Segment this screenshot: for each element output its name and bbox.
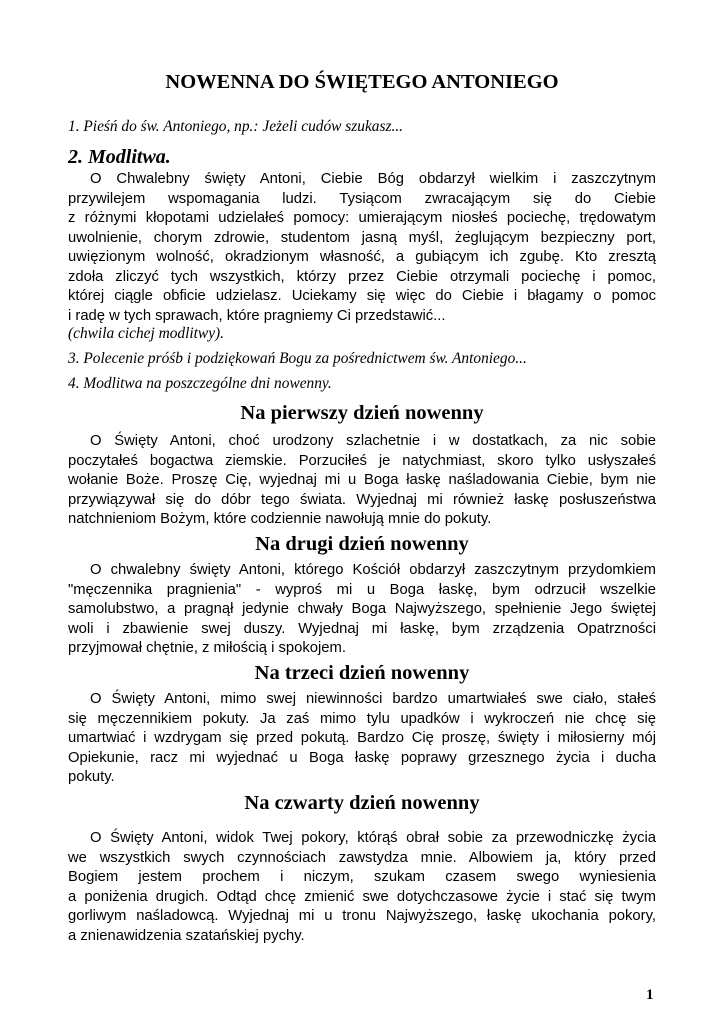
day-2-line: samolubstwo, a pragnął jedynie chwały Boga Najwyższego, spełnienie Jego świętej bbox=[68, 601, 656, 617]
day-4-line: gorliwym naśladowcą. Wyjednaj mi u tronu Najwyższego, łaskę ukochania pokory, bbox=[68, 908, 656, 924]
item-2-heading: 2. Modlitwa. bbox=[68, 146, 171, 168]
page-title: NOWENNA DO ŚWIĘTEGO ANTONIEGO bbox=[165, 71, 559, 93]
day-3-line: się męczennikiem pokuty. Ja zaś mimo tylu upadków i wykroczeń nie chcę się bbox=[68, 710, 656, 727]
day-4-line: we wszystkich swych czynnościach zawstydza mnie. Albowiem ja, który przed bbox=[68, 849, 656, 866]
day-1-line: wołanie Boże. Proszę Cię, wyjednaj mi u Boga łaskę naśladowania Ciebie, bym nie bbox=[68, 472, 656, 488]
prayer-line: uwięzionym wolność, okradzionym własność, a gubiącym ich zgubę. Kto zresztą bbox=[68, 249, 656, 265]
day-4-heading: Na czwarty dzień nowenny bbox=[244, 792, 480, 814]
day-3-paragraph bbox=[68, 690, 656, 788]
page-number: 1 bbox=[646, 987, 654, 1003]
item-4-daily-prayer: 4. Modlitwa na poszczególne dni nowenny. bbox=[68, 375, 332, 392]
day-2-heading: Na drugi dzień nowenny bbox=[255, 533, 469, 555]
prayer-line: uwolnienie, chorym zdrowie, studentom jasną myśl, żeglującym bezpieczny port, bbox=[68, 229, 656, 246]
prayer-line: i radę w tych sprawach, które pragniemy Ci przedstawić... bbox=[68, 307, 446, 324]
day-4-paragraph bbox=[68, 829, 656, 946]
prayer-line: O Chwalebny święty Antoni, Ciebie Bóg obdarzył wielkim i zaszczytnym bbox=[90, 171, 656, 187]
day-2-line: O chwalebny święty Antoni, którego Kościół obdarzył zaszczytnym przydomkiem bbox=[90, 562, 656, 578]
prayer-line: przywilejem wspomagania ludzi. Tysiącom zwracającym się do Ciebie bbox=[68, 190, 656, 207]
day-3-line: umartwiać i wzdrygam się przed pokutą. Bardzo Cię proszę, święty i miłosierny mój bbox=[68, 730, 656, 746]
day-2-paragraph bbox=[68, 561, 656, 659]
day-4-line: a znienawidzenia szatańskiej pychy. bbox=[68, 927, 305, 944]
silent-prayer-note: (chwila cichej modlitwy). bbox=[68, 325, 225, 342]
day-2-line: "męczennika pragnienia" - wyproś mi u Boga łaskę, bym odrzucił wszelkie bbox=[68, 581, 656, 598]
prayer-line: której ciągle obficie udzielasz. Uciekamy się więc do Ciebie i błagamy o pomoc bbox=[68, 288, 656, 304]
day-1-line: przywiązywał się do dóbr tego świata. Wyjednaj mi również łaskę posłuszeństwa bbox=[68, 491, 656, 508]
prayer-line: zdoła zliczyć tych wszystkich, którzy przez Ciebie otrzymali pociechę i pomoc, bbox=[68, 268, 656, 285]
prayer-paragraph bbox=[68, 170, 656, 326]
day-1-line: O Święty Antoni, choć urodzony szlachetnie i w dostatkach, za nic sobie bbox=[90, 433, 656, 449]
prayer-line: z różnymi kłopotami udzielałeś pomocy: umierającym niosłeś pociechę, trędowatym bbox=[68, 210, 656, 226]
day-1-paragraph bbox=[68, 432, 656, 530]
day-4-line: Bogiem jestem prochem i niczym, szukam czasem swego wyniesienia bbox=[68, 869, 656, 885]
day-2-line: woli i zbawienie swej duszy. Wyjednaj mi łaskę, bym zrządzenia Opatrzności bbox=[68, 620, 656, 637]
day-2-line: przyjmował chętnie, z miłością i spokojem. bbox=[68, 640, 346, 656]
item-1-hymn: 1. Pieśń do św. Antoniego, np.: Jeżeli cudów szukasz... bbox=[68, 118, 404, 135]
item-3-petitions: 3. Polecenie próśb i podziękowań Bogu za pośrednictwem św. Antoniego... bbox=[68, 350, 527, 367]
day-1-line: natchnieniom Bożym, które codziennie nawołują mnie do pokuty. bbox=[68, 511, 492, 527]
day-1-heading: Na pierwszy dzień nowenny bbox=[240, 402, 484, 424]
day-3-line: O Święty Antoni, mimo swej niewinności bardzo umartwiałeś swe ciało, stałeś bbox=[90, 691, 656, 707]
day-3-line: pokuty. bbox=[68, 769, 115, 785]
day-4-line: O Święty Antoni, widok Twej pokory, którąś obrał sobie za przewodniczkę życia bbox=[90, 830, 656, 846]
day-3-line: Opiekunie, racz mi wyjednać u Boga łaskę poprawy grzesznego życia i ducha bbox=[68, 749, 656, 766]
day-4-line: a poniżenia drugich. Odtąd chcę zmienić swe dotychczasowe życie i stać się twym bbox=[68, 888, 656, 905]
day-3-heading: Na trzeci dzień nowenny bbox=[254, 662, 470, 684]
day-1-line: poczytałeś bogactwa ziemskie. Porzuciłeś je natychmiast, skoro tylko usłyszałeś bbox=[68, 452, 656, 469]
